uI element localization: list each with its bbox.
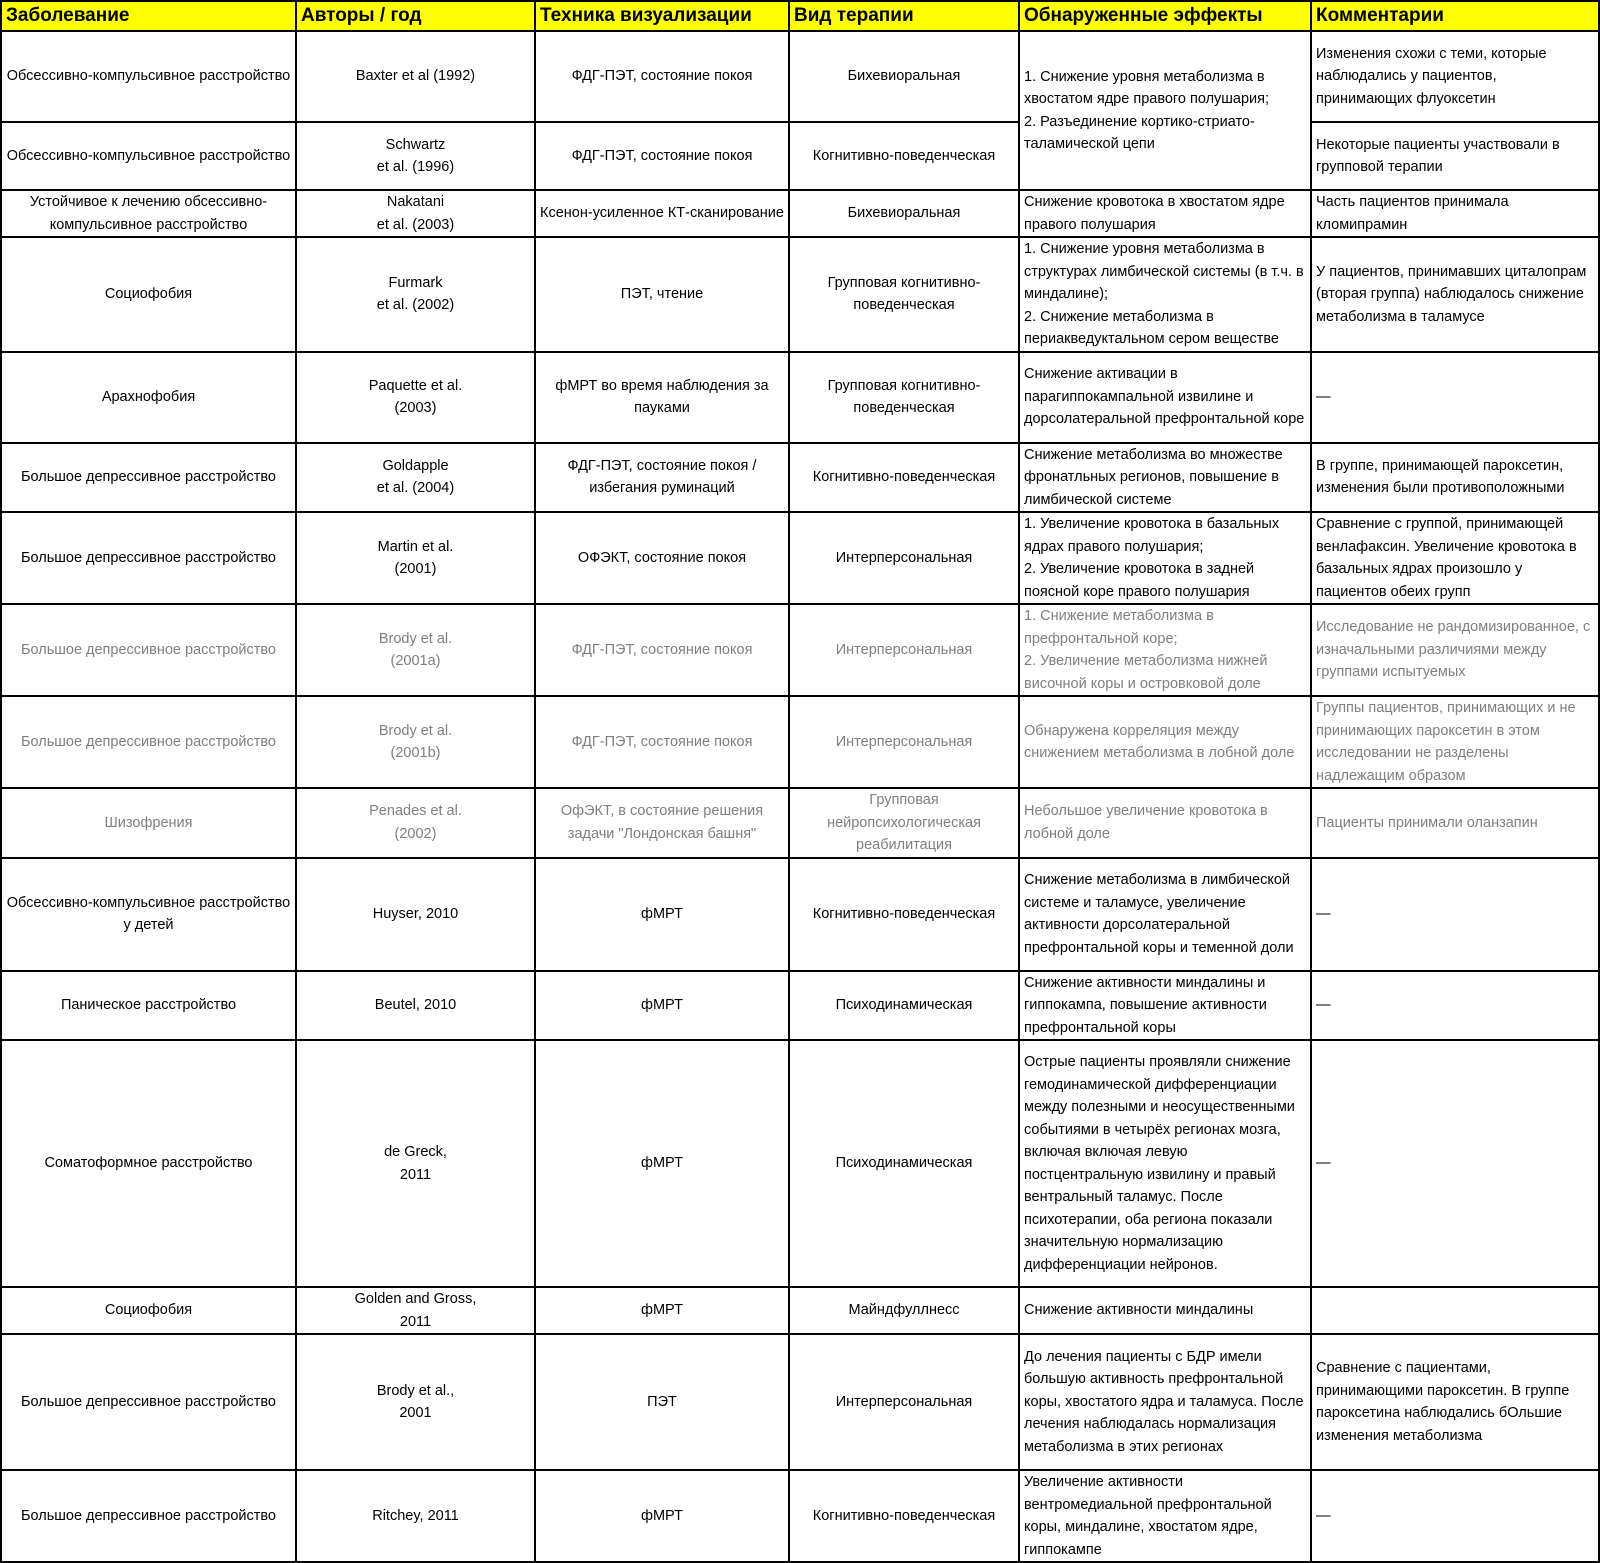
authors-cell: Nakatani et al. (2003) bbox=[296, 190, 535, 237]
authors-cell: Ritchey, 2011 bbox=[296, 1470, 535, 1562]
table-row bbox=[1, 1334, 1599, 1470]
effects-cell: Снижение активации в парагиппокампальной извилине и дорсолатеральной префронтальной коре bbox=[1019, 352, 1311, 443]
therapy-cell: Интерперсональная bbox=[789, 512, 1019, 604]
header-therapy: Вид терапии bbox=[789, 1, 1019, 31]
comments-cell: В группе, принимающей пароксетин, изменения были противоположными bbox=[1311, 443, 1599, 513]
disease-cell: Обсессивно-компульсивное расстройство у детей bbox=[1, 858, 296, 971]
therapy-cell: Когнитивно-поведенческая bbox=[789, 443, 1019, 513]
technique-cell: ПЭТ, чтение bbox=[535, 237, 789, 352]
comments-cell: Сравнение с пациентами, принимающими пароксетин. В группе пароксетина наблюдались бОльшие изменения метаболизма bbox=[1311, 1334, 1599, 1470]
disease-cell: Шизофрения bbox=[1, 788, 296, 858]
comments-cell: Изменения схожи с теми, которые наблюдались у пациентов, принимающих флуоксетин bbox=[1311, 31, 1599, 122]
header-effects: Обнаруженные эффекты bbox=[1019, 1, 1311, 31]
comments-cell bbox=[1311, 1287, 1599, 1334]
therapy-cell: Майндфуллнесс bbox=[789, 1287, 1019, 1334]
table-row bbox=[1, 443, 1599, 513]
technique-cell: фМРТ во время наблюдения за пауками bbox=[535, 352, 789, 443]
effects-cell: 1. Снижение метаболизма в префронтальной коре; 2. Увеличение метаболизма нижней височной коры и островковой доле bbox=[1019, 604, 1311, 696]
table-row bbox=[1, 604, 1599, 696]
authors-cell: Goldapple et al. (2004) bbox=[296, 443, 535, 513]
effects-cell: Снижение активности миндалины bbox=[1019, 1287, 1311, 1334]
authors-cell: Brody et al. (2001b) bbox=[296, 696, 535, 788]
effects-cell: Снижение метаболизма во множестве фронатльных регионов, повышение в лимбической системе bbox=[1019, 443, 1311, 513]
comments-cell: Сравнение с группой, принимающей венлафаксин. Увеличение кровотока в базальных ядрах произошло у пациентов обеих групп bbox=[1311, 512, 1599, 604]
comments-cell: Группы пациентов, принимающих и не принимающих пароксетин в этом исследовании не разделены надлежащим образом bbox=[1311, 696, 1599, 788]
header-row bbox=[1, 1, 1599, 31]
therapy-cell: Групповая нейропсихологическая реабилитация bbox=[789, 788, 1019, 858]
authors-cell: Brody et al. (2001a) bbox=[296, 604, 535, 696]
authors-cell: Baxter et al (1992) bbox=[296, 31, 535, 122]
therapy-cell: Бихевиоральная bbox=[789, 31, 1019, 122]
table-row bbox=[1, 352, 1599, 443]
comments-cell: Пациенты принимали оланзапин bbox=[1311, 788, 1599, 858]
authors-cell: Beutel, 2010 bbox=[296, 971, 535, 1041]
technique-cell: фМРТ bbox=[535, 1470, 789, 1562]
effects-cell: Небольшое увеличение кровотока в лобной доле bbox=[1019, 788, 1311, 858]
table-row bbox=[1, 1287, 1599, 1334]
disease-cell: Социофобия bbox=[1, 1287, 296, 1334]
comments-cell: Некоторые пациенты участвовали в групповой терапии bbox=[1311, 122, 1599, 190]
header-disease: Заболевание bbox=[1, 1, 296, 31]
technique-cell: фМРТ bbox=[535, 1287, 789, 1334]
effects-cell: Обнаружена корреляция между снижением метаболизма в лобной доле bbox=[1019, 696, 1311, 788]
disease-cell: Арахнофобия bbox=[1, 352, 296, 443]
technique-cell: ПЭТ bbox=[535, 1334, 789, 1470]
table-row bbox=[1, 971, 1599, 1041]
table-row bbox=[1, 190, 1599, 237]
disease-cell: Большое депрессивное расстройство bbox=[1, 1334, 296, 1470]
therapy-cell: Групповая когнитивно-поведенческая bbox=[789, 352, 1019, 443]
therapy-cell: Когнитивно-поведенческая bbox=[789, 1470, 1019, 1562]
authors-cell: Brody et al., 2001 bbox=[296, 1334, 535, 1470]
technique-cell: ФДГ-ПЭТ, состояние покоя bbox=[535, 696, 789, 788]
technique-cell: ФДГ-ПЭТ, состояние покоя bbox=[535, 31, 789, 122]
comments-cell: — bbox=[1311, 858, 1599, 971]
disease-cell: Большое депрессивное расстройство bbox=[1, 696, 296, 788]
disease-cell: Социофобия bbox=[1, 237, 296, 352]
comments-cell: Исследование не рандомизированное, с изначальными различиями между группами испытуемых bbox=[1311, 604, 1599, 696]
disease-cell: Соматоформное расстройство bbox=[1, 1040, 296, 1287]
comments-cell: — bbox=[1311, 1470, 1599, 1562]
disease-cell: Большое депрессивное расстройство bbox=[1, 1470, 296, 1562]
disease-cell: Обсессивно-компульсивное расстройство bbox=[1, 31, 296, 122]
technique-cell: фМРТ bbox=[535, 1040, 789, 1287]
comments-cell: У пациентов, принимавших циталопрам (вторая группа) наблюдалось снижение метаболизма в таламусе bbox=[1311, 237, 1599, 352]
therapy-cell: Групповая когнитивно-поведенческая bbox=[789, 237, 1019, 352]
header-authors: Авторы / год bbox=[296, 1, 535, 31]
table-row bbox=[1, 512, 1599, 604]
header-comments: Комментарии bbox=[1311, 1, 1599, 31]
effects-cell: Снижение кровотока в хвостатом ядре правого полушария bbox=[1019, 190, 1311, 237]
comments-cell: — bbox=[1311, 1040, 1599, 1287]
technique-cell: ОфЭКТ, в состояние решения задачи "Лондонская башня" bbox=[535, 788, 789, 858]
technique-cell: ФДГ-ПЭТ, состояние покоя bbox=[535, 604, 789, 696]
comments-cell: — bbox=[1311, 971, 1599, 1041]
table-row bbox=[1, 696, 1599, 788]
therapy-cell: Когнитивно-поведенческая bbox=[789, 122, 1019, 190]
header-technique: Техника визуализации bbox=[535, 1, 789, 31]
therapy-cell: Интерперсональная bbox=[789, 604, 1019, 696]
authors-cell: Martin et al. (2001) bbox=[296, 512, 535, 604]
table-row bbox=[1, 122, 1599, 190]
effects-cell: 1. Снижение уровня метаболизма в структурах лимбической системы (в т.ч. в миндалине); 2. Снижение метаболизма в периакведуктальном сером веществе bbox=[1019, 237, 1311, 352]
effects-cell: Острые пациенты проявляли снижение гемодинамической дифференциации между полезными и неосущественными событиями в четырёх регионах мозга, включая включая левую постцентральную извилину и правый вентральный таламус. После психотерапии, оба региона показали значительную нормализацию дифференциации нейронов. bbox=[1019, 1040, 1311, 1287]
effects-cell: Снижение метаболизма в лимбической системе и таламусе, увеличение активности дорсолатеральной префронтальной коры и теменной доли bbox=[1019, 858, 1311, 971]
table-row bbox=[1, 788, 1599, 858]
disease-cell: Большое депрессивное расстройство bbox=[1, 604, 296, 696]
disease-cell: Большое депрессивное расстройство bbox=[1, 512, 296, 604]
table-row bbox=[1, 237, 1599, 352]
authors-cell: Penades et al. (2002) bbox=[296, 788, 535, 858]
therapy-cell: Психодинамическая bbox=[789, 971, 1019, 1041]
disease-cell: Обсессивно-компульсивное расстройство bbox=[1, 122, 296, 190]
technique-cell: фМРТ bbox=[535, 858, 789, 971]
therapy-cell: Интерперсональная bbox=[789, 1334, 1019, 1470]
effects-cell: 1. Увеличение кровотока в базальных ядрах правого полушария; 2. Увеличение кровотока в задней поясной коре правого полушария bbox=[1019, 512, 1311, 604]
disease-cell: Паническое расстройство bbox=[1, 971, 296, 1041]
comments-cell: Часть пациентов принимала кломипрамин bbox=[1311, 190, 1599, 237]
disease-cell: Устойчивое к лечению обсессивно-компульсивное расстройство bbox=[1, 190, 296, 237]
technique-cell: ФДГ-ПЭТ, состояние покоя / избегания руминаций bbox=[535, 443, 789, 513]
table-row bbox=[1, 1040, 1599, 1287]
table-row bbox=[1, 858, 1599, 971]
technique-cell: ОФЭКТ, состояние покоя bbox=[535, 512, 789, 604]
authors-cell: Schwartz et al. (1996) bbox=[296, 122, 535, 190]
therapy-cell: Бихевиоральная bbox=[789, 190, 1019, 237]
therapy-cell: Интерперсональная bbox=[789, 696, 1019, 788]
technique-cell: ФДГ-ПЭТ, состояние покоя bbox=[535, 122, 789, 190]
authors-cell: Huyser, 2010 bbox=[296, 858, 535, 971]
therapy-cell: Когнитивно-поведенческая bbox=[789, 858, 1019, 971]
authors-cell: Paquette et al. (2003) bbox=[296, 352, 535, 443]
effects-cell: 1. Снижение уровня метаболизма в хвостатом ядре правого полушария; 2. Разъединение кортико-стриато-таламической цепи bbox=[1019, 31, 1311, 190]
therapy-cell: Психодинамическая bbox=[789, 1040, 1019, 1287]
authors-cell: de Greck, 2011 bbox=[296, 1040, 535, 1287]
effects-cell: До лечения пациенты с БДР имели большую активность префронтальной коры, хвостатого ядра и таламуса. После лечения наблюдалась нормализация метаболизма в этих регионах bbox=[1019, 1334, 1311, 1470]
table-row bbox=[1, 1470, 1599, 1562]
comments-cell: — bbox=[1311, 352, 1599, 443]
technique-cell: Ксенон-усиленное КТ-сканирование bbox=[535, 190, 789, 237]
authors-cell: Furmark et al. (2002) bbox=[296, 237, 535, 352]
effects-cell: Снижение активности миндалины и гиппокампа, повышение активности префронтальной коры bbox=[1019, 971, 1311, 1041]
disease-cell: Большое депрессивное расстройство bbox=[1, 443, 296, 513]
technique-cell: фМРТ bbox=[535, 971, 789, 1041]
effects-cell: Увеличение активности вентромедиальной префронтальной коры, миндалине, хвостатом ядре, гиппокампе bbox=[1019, 1470, 1311, 1562]
table-row bbox=[1, 31, 1599, 122]
authors-cell: Golden and Gross, 2011 bbox=[296, 1287, 535, 1334]
